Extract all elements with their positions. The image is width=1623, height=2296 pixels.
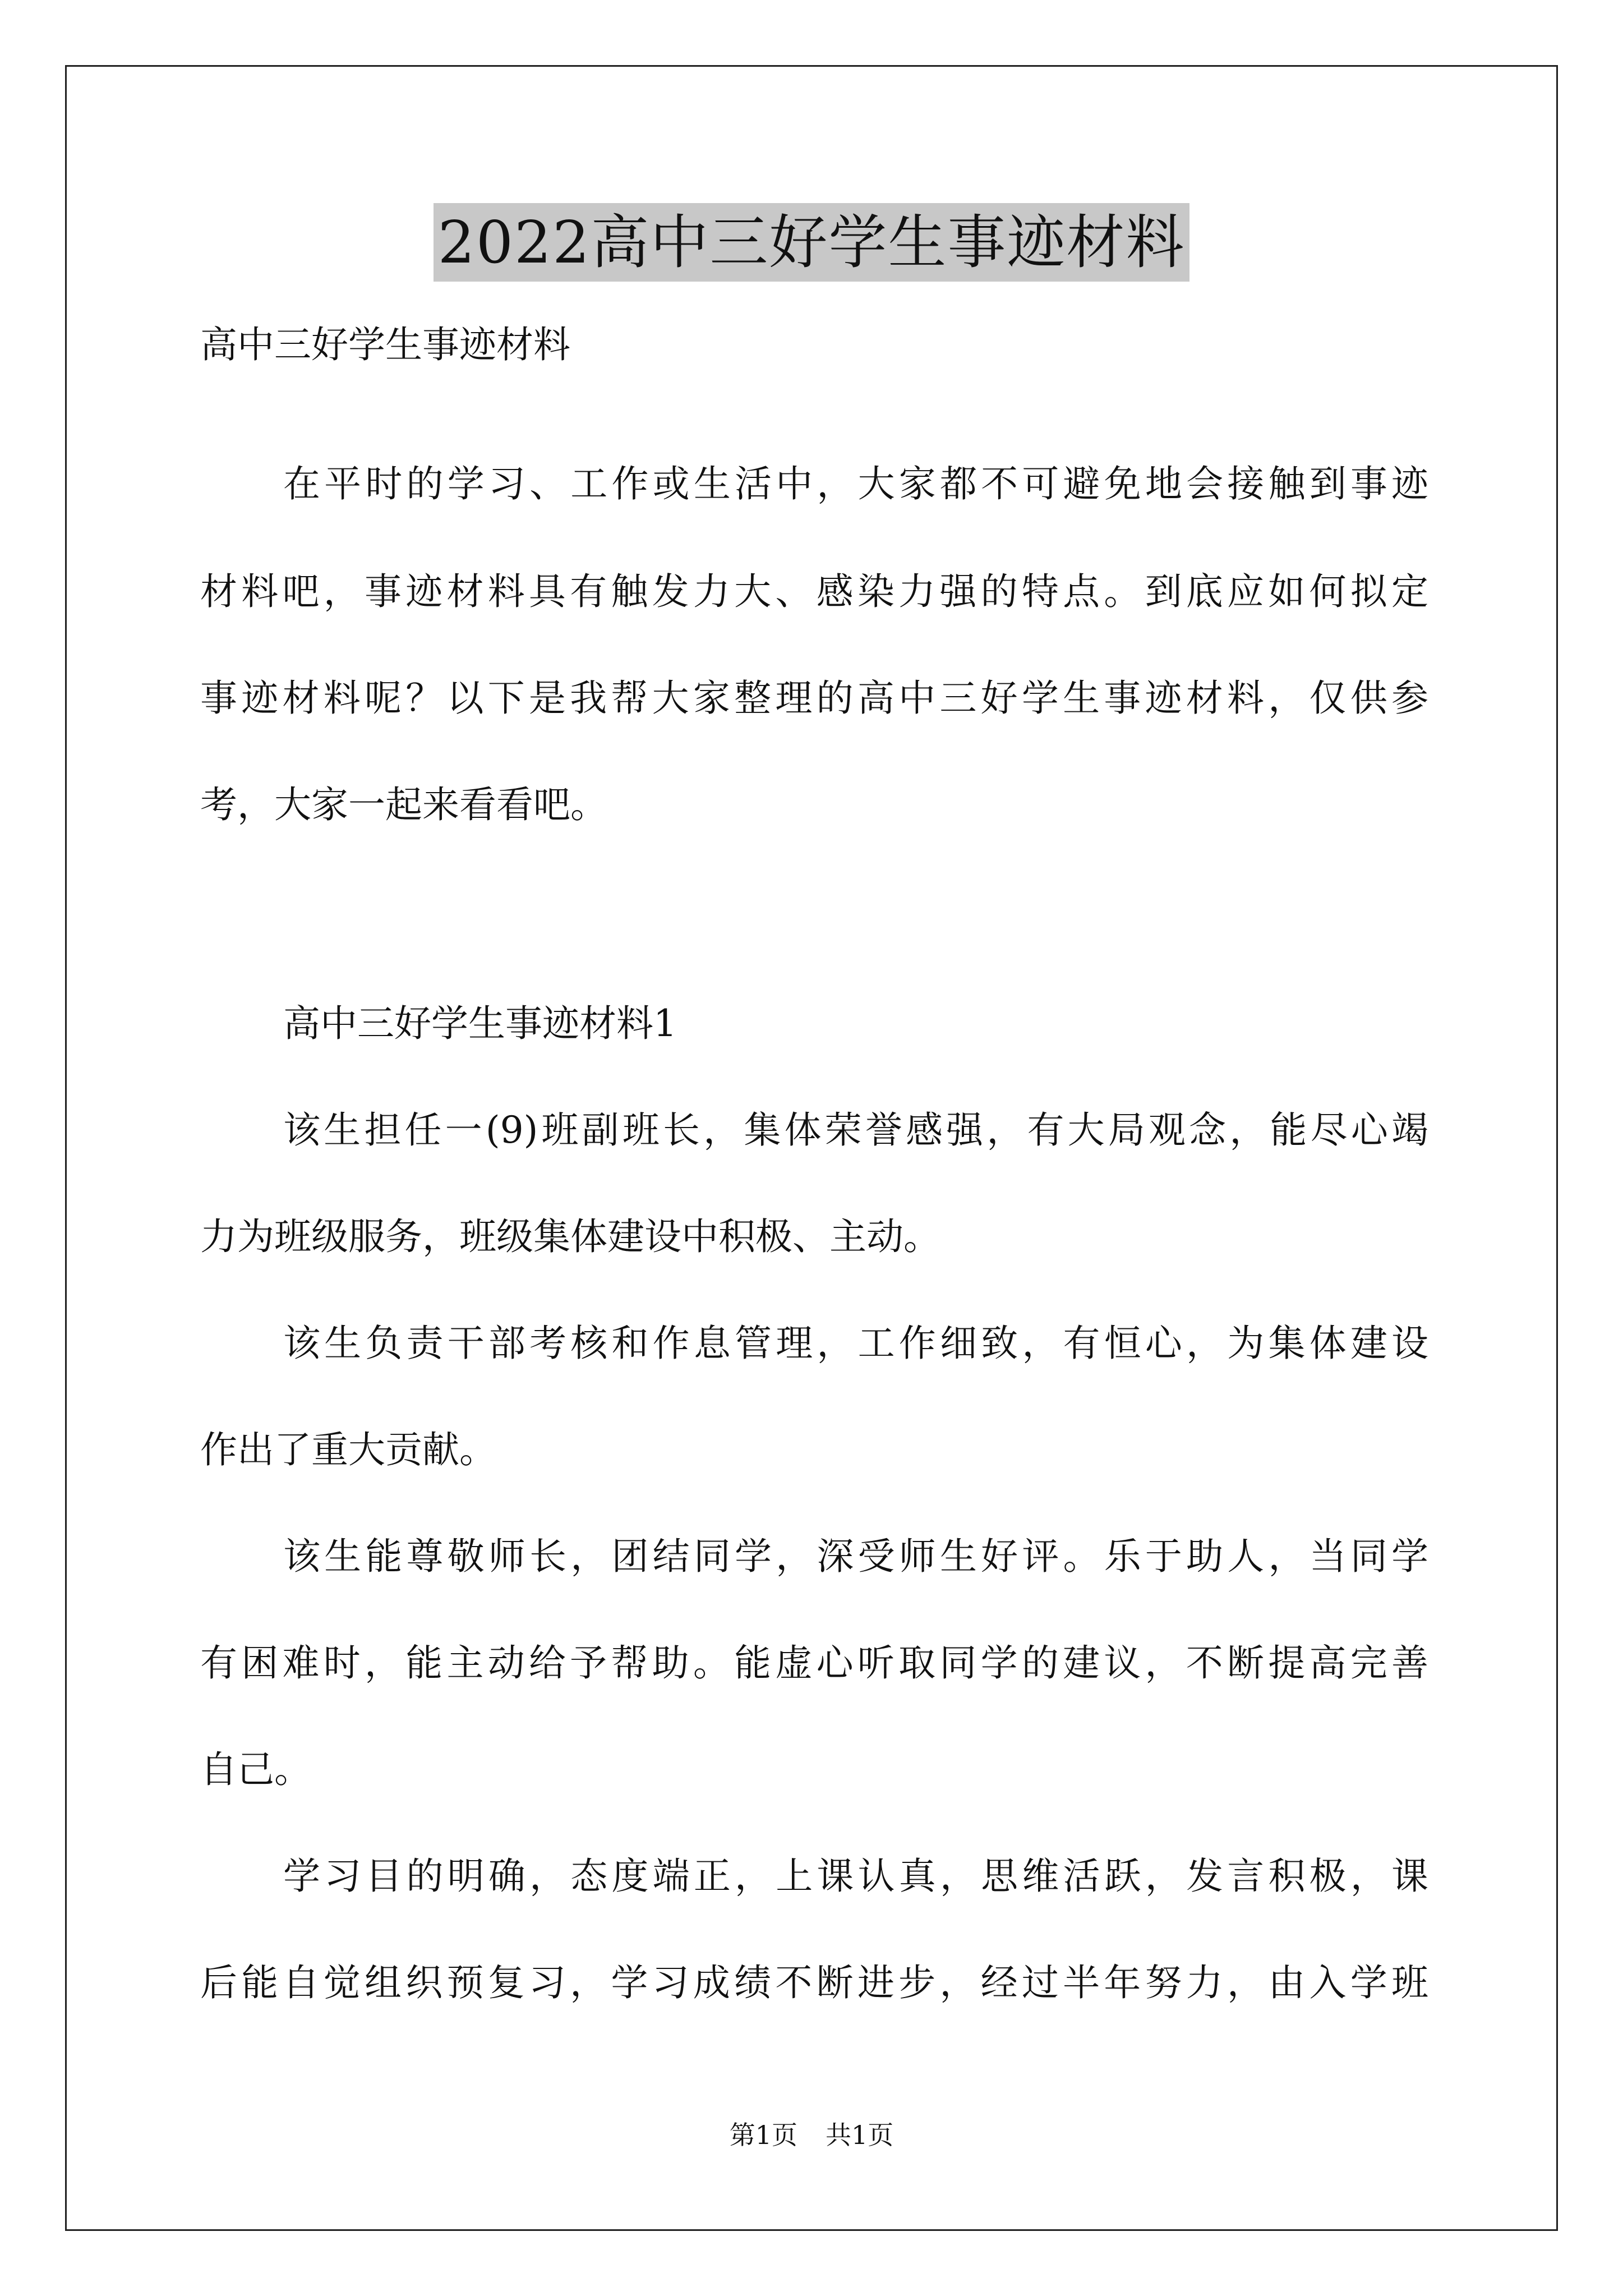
paragraph-line: 学习目的明确，态度端正，上课认真，思维活跃，发言积极，课	[283, 1855, 1428, 1898]
document-title	[0, 203, 1623, 282]
paragraph-line: 后能自觉组织预复习，学习成绩不断进步，经过半年努力，由入学班	[200, 1961, 1428, 2004]
page-number: 第1页	[729, 2120, 797, 2150]
paragraph-line: 事迹材料呢？以下是我帮大家整理的高中三好学生事迹材料，仅供参	[200, 677, 1428, 720]
page-total: 共1页	[826, 2120, 894, 2150]
paragraph-line: 考，大家一起来看看吧。	[200, 783, 607, 826]
paragraph-line: 作出了重大贡献。	[200, 1428, 496, 1471]
paragraph-line: 自己。	[200, 1748, 311, 1791]
paragraph-line: 材料吧，事迹材料具有触发力大、感染力强的特点。到底应如何拟定	[200, 570, 1428, 613]
paragraph-line: 该生担任一(9)班副班长，集体荣誉感强，有大局观念，能尽心竭	[283, 1108, 1428, 1152]
paragraph-line: 在平时的学习、工作或生活中，大家都不可避免地会接触到事迹	[283, 462, 1428, 505]
document-title-text: 2022高中三好学生事迹材料	[434, 203, 1190, 282]
section-heading: 高中三好学生事迹材料1	[283, 1002, 677, 1045]
paragraph-line: 该生负责干部考核和作息管理，工作细致，有恒心，为集体建设	[283, 1322, 1428, 1365]
paragraph-line: 该生能尊敬师长，团结同学，深受师生好评。乐于助人，当同学	[283, 1535, 1428, 1578]
page-footer	[0, 2118, 1623, 2152]
paragraph-line: 力为班级服务，班级集体建设中积极、主动。	[200, 1215, 940, 1258]
document-subtitle: 高中三好学生事迹材料	[200, 323, 570, 366]
paragraph-line: 有困难时，能主动给予帮助。能虚心听取同学的建议，不断提高完善	[200, 1641, 1428, 1685]
